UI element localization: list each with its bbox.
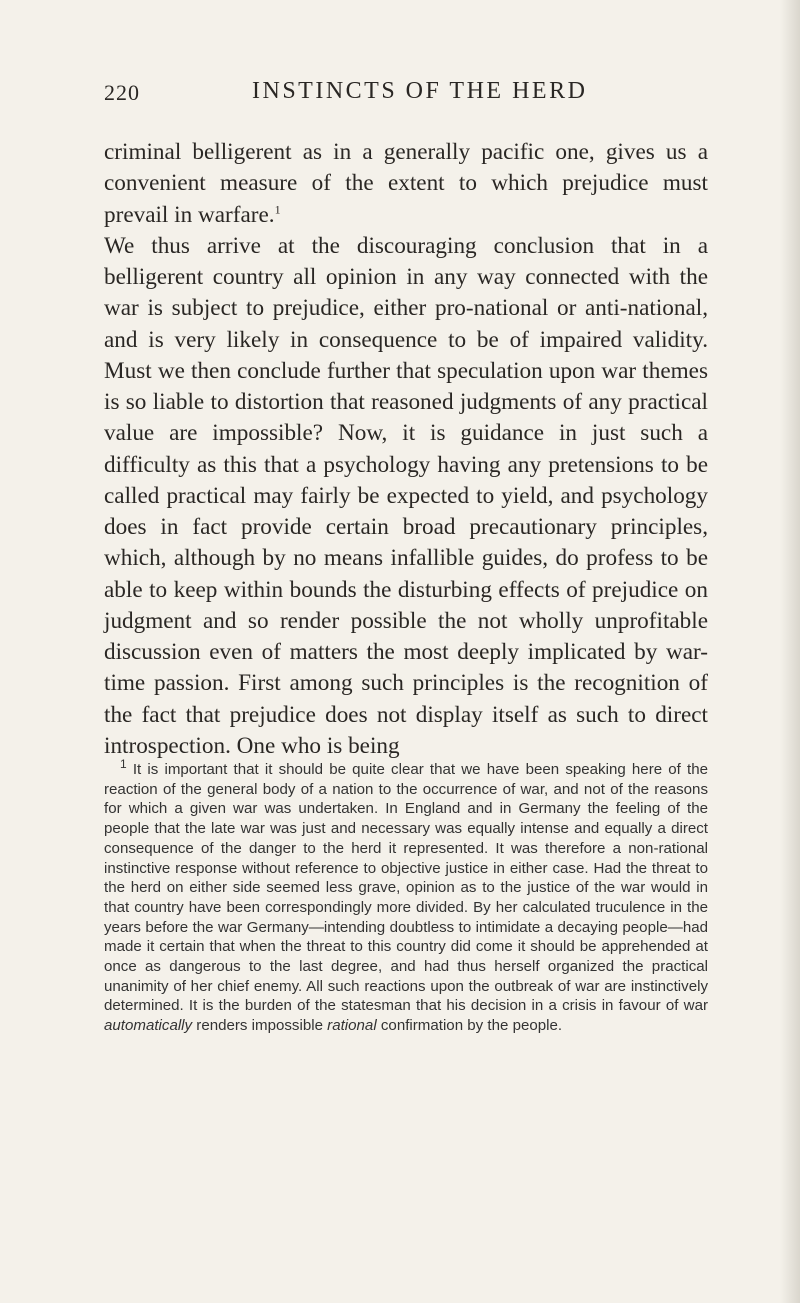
paragraph-text: criminal belligerent as in a generally pacific one, gives us a convenient measure of the extent to which prejudice must prevail in warfare. xyxy=(104,139,708,228)
footnote-italic: automatically xyxy=(104,1017,193,1035)
page-number: 220 xyxy=(104,80,140,105)
footnote-text: renders impossible xyxy=(192,1017,328,1035)
footnote-reference: 1 xyxy=(274,201,281,216)
page-edge-shadow xyxy=(780,0,800,1303)
body-text xyxy=(104,137,708,762)
paragraph xyxy=(104,137,708,231)
footnote-mark: 1 xyxy=(120,756,127,771)
running-head: INSTINCTS OF THE HERD xyxy=(252,78,588,104)
paragraph: We thus arrive at the discouraging conclusion that in a belligerent country all opinion in any way connected with the war is subject to prejudice, either pro-national or anti-national, and is very likely in consequence to be of impaired validity. Must we then conclude further that speculation upon war themes is so liable to distortion that reasoned judgments of any practical value are impossible? Now, it is guidance in just such a difficulty as this that a psychology having any pretensions to be called practical may fairly be expected to yield, and psychology does in fact provide certain broad precautionary principles, which, although by no means infallible guides, do profess to be able to keep within bounds the disturbing effects of prejudice on judgment and so render possible the not wholly unprofitable discussion even of matters the most deeply implicated by war-time passion. First among such principles is the recognition of the fact that prejudice does not display itself as such to direct introspection. One who is being xyxy=(104,232,708,759)
footnote-text: It is important that it should be quite clear that we have been speaking here of the reaction of the general body of a nation to the occurrence of war, and not of the reasons for which a given war was undertaken. In England and in Germany the feeling of the people that the late war was just and necessary was equally intense and equally a direct consequence of the danger to the herd it represented. It was therefore a non-rational instinctive response without reference to objective justice in either case. Had the threat to the herd on either side seemed less grave, opinion as to the justice of the war would in that country have been correspondingly more divided. By her calculated truculence in the years before the war Germany—intending doubtless to intimidate a decaying people—had made it certain that when the threat to this country did come it should be apprehended at once as dangerous to the last degree, and had thus herself organized the practical unanimity of her chief enemy. All such reactions upon the outbreak of war are instinctively determined. It is the burden of the statesman that his decision in a crisis in favour of war xyxy=(104,761,708,1015)
footnote-text: confirmation by the people. xyxy=(376,1017,563,1035)
footnote xyxy=(104,756,708,1036)
footnote-paragraph xyxy=(104,756,708,1036)
footnote-italic: rational xyxy=(327,1017,377,1035)
page-header xyxy=(104,74,724,114)
